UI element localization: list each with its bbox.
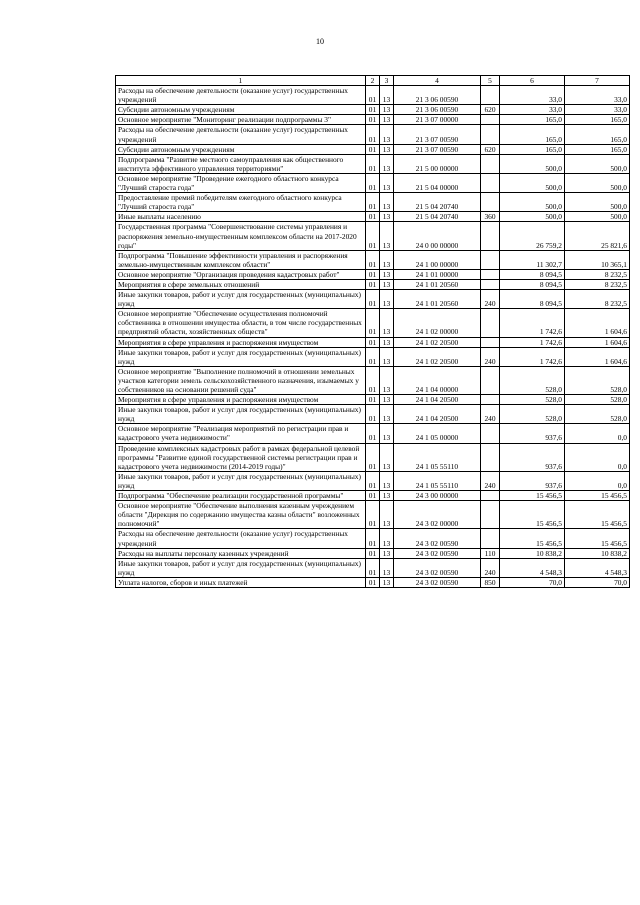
table-cell: 26 759,2 xyxy=(500,222,565,250)
table-cell: 13 xyxy=(380,548,394,558)
table-cell xyxy=(481,337,500,347)
table-cell: 13 xyxy=(380,115,394,125)
table-cell: 528,0 xyxy=(565,395,630,405)
table-cell: Государственная программа "Совершенствование системы управления и распоряжения земельно-имущественным комплексом области на 2017-2020 годы" xyxy=(116,222,366,250)
table-cell: Расходы на обеспечение деятельности (оказание услуг) государственных учреждений xyxy=(116,529,366,548)
table-cell: 01 xyxy=(366,366,380,394)
table-cell: Иные закупки товаров, работ и услуг для государственных (муниципальных) нужд xyxy=(116,347,366,366)
table-cell: 13 xyxy=(380,577,394,587)
table-cell: 0,0 xyxy=(565,424,630,443)
table-cell: 15 456,5 xyxy=(500,491,565,501)
table-cell: 13 xyxy=(380,173,394,192)
table-cell: 8 094,5 xyxy=(500,279,565,289)
table-cell: 21 5 00 00000 xyxy=(394,154,481,173)
table-cell: 528,0 xyxy=(565,405,630,424)
table-cell: 01 xyxy=(366,471,380,490)
table-cell: 24 1 04 00000 xyxy=(394,366,481,394)
table-cell: 10 365,1 xyxy=(565,250,630,269)
table-row xyxy=(116,173,630,192)
table-cell xyxy=(481,309,500,337)
table-row xyxy=(116,501,630,529)
column-header: 5 xyxy=(481,76,500,86)
table-cell: 24 1 00 00000 xyxy=(394,250,481,269)
table-cell: 01 xyxy=(366,347,380,366)
table-cell: 10 838,2 xyxy=(565,548,630,558)
table-cell: 500,0 xyxy=(565,212,630,222)
table-cell xyxy=(481,279,500,289)
table-cell: Мероприятия в сфере земельных отношений xyxy=(116,279,366,289)
table-cell: 24 1 01 00000 xyxy=(394,269,481,279)
table-cell: 240 xyxy=(481,290,500,309)
table-cell: 25 821,6 xyxy=(565,222,630,250)
table-cell: Основное мероприятие "Обеспечение осуществления полномочий собственника в отношении имущества области, в том числе государственных предприятий области, хозяйственных обществ" xyxy=(116,309,366,337)
table-cell: 01 xyxy=(366,405,380,424)
table-cell: 13 xyxy=(380,193,394,212)
table-cell: 360 xyxy=(481,212,500,222)
table-cell xyxy=(481,443,500,471)
table-cell: 11 302,7 xyxy=(500,250,565,269)
table-cell: 13 xyxy=(380,309,394,337)
column-header: 6 xyxy=(500,76,565,86)
table-cell: Основное мероприятие "Организация проведения кадастровых работ" xyxy=(116,269,366,279)
table-cell: 21 5 04 00000 xyxy=(394,173,481,192)
table-cell xyxy=(481,154,500,173)
column-header: 4 xyxy=(394,76,481,86)
table-cell: 500,0 xyxy=(565,193,630,212)
table-cell: 01 xyxy=(366,144,380,154)
table-row xyxy=(116,154,630,173)
table-cell: 13 xyxy=(380,558,394,577)
table-cell: Расходы на выплаты персоналу казенных учреждений xyxy=(116,548,366,558)
table-cell: 24 0 00 00000 xyxy=(394,222,481,250)
table-cell: 165,0 xyxy=(565,115,630,125)
table-cell: 24 1 01 20560 xyxy=(394,290,481,309)
table-cell: 01 xyxy=(366,86,380,105)
table-row xyxy=(116,193,630,212)
table-row xyxy=(116,471,630,490)
table-cell xyxy=(481,115,500,125)
table-cell: 01 xyxy=(366,529,380,548)
table-cell: 15 456,5 xyxy=(565,491,630,501)
table-cell: 500,0 xyxy=(500,154,565,173)
table-cell: 01 xyxy=(366,337,380,347)
table-cell: 165,0 xyxy=(500,125,565,144)
table-cell: 01 xyxy=(366,193,380,212)
table-cell: 13 xyxy=(380,269,394,279)
table-cell: Иные закупки товаров, работ и услуг для государственных (муниципальных) нужд xyxy=(116,471,366,490)
table-cell: 24 1 02 20500 xyxy=(394,347,481,366)
table-cell: Предоставление премий победителям ежегодного областного конкурса "Лучший староста года" xyxy=(116,193,366,212)
table-cell: 01 xyxy=(366,279,380,289)
table-cell: 24 1 04 20500 xyxy=(394,395,481,405)
table-row xyxy=(116,558,630,577)
table-cell: Подпрограмма "Развитие местного самоуправления как общественного института эффективного управления территориями" xyxy=(116,154,366,173)
table-cell: 13 xyxy=(380,366,394,394)
table-cell: Основное мероприятие "Проведение ежегодного областного конкурса "Лучший староста года" xyxy=(116,173,366,192)
table-cell: Основное мероприятие "Мониторинг реализации подпрограммы 3" xyxy=(116,115,366,125)
table-cell: 13 xyxy=(380,529,394,548)
table-row xyxy=(116,222,630,250)
table-cell: 21 3 07 00000 xyxy=(394,115,481,125)
table-cell: 1 742,6 xyxy=(500,309,565,337)
table-cell: 33,0 xyxy=(565,105,630,115)
table-cell xyxy=(481,173,500,192)
table-cell: 850 xyxy=(481,577,500,587)
table-cell: 500,0 xyxy=(500,173,565,192)
table-cell: 13 xyxy=(380,105,394,115)
table-cell: 24 3 00 00000 xyxy=(394,491,481,501)
table-cell: 01 xyxy=(366,222,380,250)
table-row xyxy=(116,269,630,279)
table-cell: 4 548,3 xyxy=(500,558,565,577)
table-cell: 240 xyxy=(481,558,500,577)
table-cell: 240 xyxy=(481,471,500,490)
table-cell: 528,0 xyxy=(500,366,565,394)
table-cell: Субсидии автономным учреждениям xyxy=(116,144,366,154)
column-header: 2 xyxy=(366,76,380,86)
table-cell: 01 xyxy=(366,290,380,309)
table-cell: 620 xyxy=(481,144,500,154)
table-cell: 70,0 xyxy=(500,577,565,587)
table-cell: 01 xyxy=(366,309,380,337)
table-cell: 13 xyxy=(380,443,394,471)
table-cell: 13 xyxy=(380,347,394,366)
table-cell: 8 094,5 xyxy=(500,290,565,309)
table-cell: 13 xyxy=(380,337,394,347)
table-row xyxy=(116,366,630,394)
table-row xyxy=(116,290,630,309)
table-cell: 165,0 xyxy=(500,144,565,154)
table-cell: 13 xyxy=(380,279,394,289)
table-cell: 13 xyxy=(380,144,394,154)
table-cell: 24 1 05 55110 xyxy=(394,443,481,471)
table-cell: 01 xyxy=(366,424,380,443)
column-header: 3 xyxy=(380,76,394,86)
table-cell: 937,6 xyxy=(500,443,565,471)
table-cell: 24 3 02 00590 xyxy=(394,577,481,587)
table-cell: 528,0 xyxy=(500,395,565,405)
table-row xyxy=(116,577,630,587)
table-cell: 24 3 02 00590 xyxy=(394,529,481,548)
table-cell: 01 xyxy=(366,491,380,501)
table-cell: 01 xyxy=(366,154,380,173)
table-row xyxy=(116,279,630,289)
table-header-row xyxy=(116,76,630,86)
table-cell: 110 xyxy=(481,548,500,558)
table-cell: 620 xyxy=(481,105,500,115)
table-cell: 10 838,2 xyxy=(500,548,565,558)
table-cell: 01 xyxy=(366,501,380,529)
table-cell: 15 456,5 xyxy=(565,501,630,529)
table-cell: 01 xyxy=(366,115,380,125)
table-cell: 21 3 07 00590 xyxy=(394,144,481,154)
table-row xyxy=(116,443,630,471)
table-cell: 500,0 xyxy=(565,154,630,173)
table-cell: 937,6 xyxy=(500,471,565,490)
table-cell: 0,0 xyxy=(565,471,630,490)
table-cell xyxy=(481,269,500,279)
table-cell: 01 xyxy=(366,443,380,471)
table-row xyxy=(116,347,630,366)
table-row xyxy=(116,309,630,337)
table-cell: 500,0 xyxy=(500,212,565,222)
table-cell: Иные закупки товаров, работ и услуг для государственных (муниципальных) нужд xyxy=(116,290,366,309)
table-cell xyxy=(481,250,500,269)
table-cell: 13 xyxy=(380,154,394,173)
table-cell: 0,0 xyxy=(565,443,630,471)
table-cell: 01 xyxy=(366,250,380,269)
table-cell: Проведение комплексных кадастровых работ в рамках федеральной целевой программы "Развитие единой государственной системы регистрации прав и кадастрового учета недвижимости (2014-2019 годы)" xyxy=(116,443,366,471)
table-cell xyxy=(481,424,500,443)
table-row xyxy=(116,529,630,548)
table-cell: 24 1 02 00000 xyxy=(394,309,481,337)
table-cell: 13 xyxy=(380,250,394,269)
table-row xyxy=(116,548,630,558)
table-cell xyxy=(481,529,500,548)
table-cell: 33,0 xyxy=(565,86,630,105)
table-row xyxy=(116,115,630,125)
table-cell: 937,6 xyxy=(500,424,565,443)
table-cell: 13 xyxy=(380,86,394,105)
table-cell: 24 3 02 00590 xyxy=(394,548,481,558)
table-cell: 01 xyxy=(366,548,380,558)
table-cell: 24 1 04 20500 xyxy=(394,405,481,424)
budget-table xyxy=(115,75,630,588)
table-cell: 24 3 02 00590 xyxy=(394,558,481,577)
table-cell: 4 548,3 xyxy=(565,558,630,577)
table-cell: 70,0 xyxy=(565,577,630,587)
table-cell: 13 xyxy=(380,212,394,222)
table-row xyxy=(116,86,630,105)
table-row xyxy=(116,144,630,154)
table-cell: 13 xyxy=(380,471,394,490)
table-cell: 24 1 05 00000 xyxy=(394,424,481,443)
table-cell: 500,0 xyxy=(565,173,630,192)
table-cell: 165,0 xyxy=(500,115,565,125)
table-cell: Иные закупки товаров, работ и услуг для государственных (муниципальных) нужд xyxy=(116,405,366,424)
table-cell: 240 xyxy=(481,405,500,424)
table-cell: 01 xyxy=(366,558,380,577)
table-cell: 21 5 04 20740 xyxy=(394,212,481,222)
table-cell: Подпрограмма "Обеспечение реализации государственной программы" xyxy=(116,491,366,501)
table-cell: 13 xyxy=(380,222,394,250)
table-cell: 13 xyxy=(380,405,394,424)
table-cell: 21 5 04 20740 xyxy=(394,193,481,212)
table-row xyxy=(116,337,630,347)
table-cell xyxy=(481,222,500,250)
table-cell: 15 456,5 xyxy=(565,529,630,548)
table-cell: Иные выплаты населению xyxy=(116,212,366,222)
table-cell: Уплата налогов, сборов и иных платежей xyxy=(116,577,366,587)
table-cell: 240 xyxy=(481,347,500,366)
table-row xyxy=(116,395,630,405)
table-cell: 33,0 xyxy=(500,105,565,115)
table-cell xyxy=(481,395,500,405)
page-number: 10 xyxy=(316,37,324,46)
table-cell: 1 604,6 xyxy=(565,347,630,366)
table-cell: 15 456,5 xyxy=(500,529,565,548)
table-cell xyxy=(481,125,500,144)
table-cell: 01 xyxy=(366,212,380,222)
table-cell: Подпрограмма "Повышение эффективности управления и распоряжения земельно-имущественным комплексом области" xyxy=(116,250,366,269)
table-cell: 01 xyxy=(366,395,380,405)
table-cell: 1 604,6 xyxy=(565,309,630,337)
table-cell: 165,0 xyxy=(565,144,630,154)
table-cell: 01 xyxy=(366,577,380,587)
table-row xyxy=(116,105,630,115)
table-cell: 01 xyxy=(366,173,380,192)
table-cell: 24 3 02 00000 xyxy=(394,501,481,529)
table-cell xyxy=(481,366,500,394)
table-cell: 01 xyxy=(366,125,380,144)
table-cell: Расходы на обеспечение деятельности (оказание услуг) государственных учреждений xyxy=(116,125,366,144)
table-cell xyxy=(481,491,500,501)
table-cell: 13 xyxy=(380,501,394,529)
table-cell: 1 742,6 xyxy=(500,347,565,366)
column-header: 7 xyxy=(565,76,630,86)
column-header: 1 xyxy=(116,76,366,86)
table-row xyxy=(116,491,630,501)
table-cell xyxy=(481,193,500,212)
table-cell: 01 xyxy=(366,269,380,279)
table-cell: Мероприятия в сфере управления и распоряжения имуществом xyxy=(116,395,366,405)
table-row xyxy=(116,125,630,144)
table-cell: 24 1 02 20500 xyxy=(394,337,481,347)
table-cell: 8 232,5 xyxy=(565,279,630,289)
table-cell: Мероприятия в сфере управления и распоряжения имуществом xyxy=(116,337,366,347)
table-cell: 1 742,6 xyxy=(500,337,565,347)
table-cell: 13 xyxy=(380,424,394,443)
table-cell: 8 094,5 xyxy=(500,269,565,279)
table-row xyxy=(116,250,630,269)
table-cell: 33,0 xyxy=(500,86,565,105)
table-cell: Расходы на обеспечение деятельности (оказание услуг) государственных учреждений xyxy=(116,86,366,105)
table-row xyxy=(116,424,630,443)
table-cell: 15 456,5 xyxy=(500,501,565,529)
table-cell: 13 xyxy=(380,290,394,309)
table-cell: Основное мероприятие "Выполнение полномочий в отношении земельных участков категории земель сельскохозяйственного назначения, изымаемых у собственников на основании решений суда" xyxy=(116,366,366,394)
table-row xyxy=(116,405,630,424)
table-cell: Иные закупки товаров, работ и услуг для государственных (муниципальных) нужд xyxy=(116,558,366,577)
table-cell: 21 3 07 00590 xyxy=(394,125,481,144)
table-cell: 528,0 xyxy=(565,366,630,394)
table-cell xyxy=(481,86,500,105)
table-cell: 8 232,5 xyxy=(565,290,630,309)
table-cell: 500,0 xyxy=(500,193,565,212)
table-cell: 13 xyxy=(380,395,394,405)
table-row xyxy=(116,212,630,222)
table-cell: 8 232,5 xyxy=(565,269,630,279)
table-cell: 528,0 xyxy=(500,405,565,424)
table-cell: 13 xyxy=(380,125,394,144)
table-cell: 21 3 06 00590 xyxy=(394,86,481,105)
table-cell: 13 xyxy=(380,491,394,501)
table-cell: 21 3 06 00590 xyxy=(394,105,481,115)
table-cell: 1 604,6 xyxy=(565,337,630,347)
table-cell: 24 1 01 20560 xyxy=(394,279,481,289)
table-cell: Основное мероприятие "Реализация мероприятий по регистрации прав и кадастрового учета недвижимости" xyxy=(116,424,366,443)
table-cell xyxy=(481,501,500,529)
table-cell: 24 1 05 55110 xyxy=(394,471,481,490)
table-cell: Основное мероприятие "Обеспечение выполнения казенным учреждением области "Дирекция по содержанию имущества казны области" возложенных полномочий" xyxy=(116,501,366,529)
table-cell: 01 xyxy=(366,105,380,115)
table-cell: Субсидии автономным учреждениям xyxy=(116,105,366,115)
table-cell: 165,0 xyxy=(565,125,630,144)
